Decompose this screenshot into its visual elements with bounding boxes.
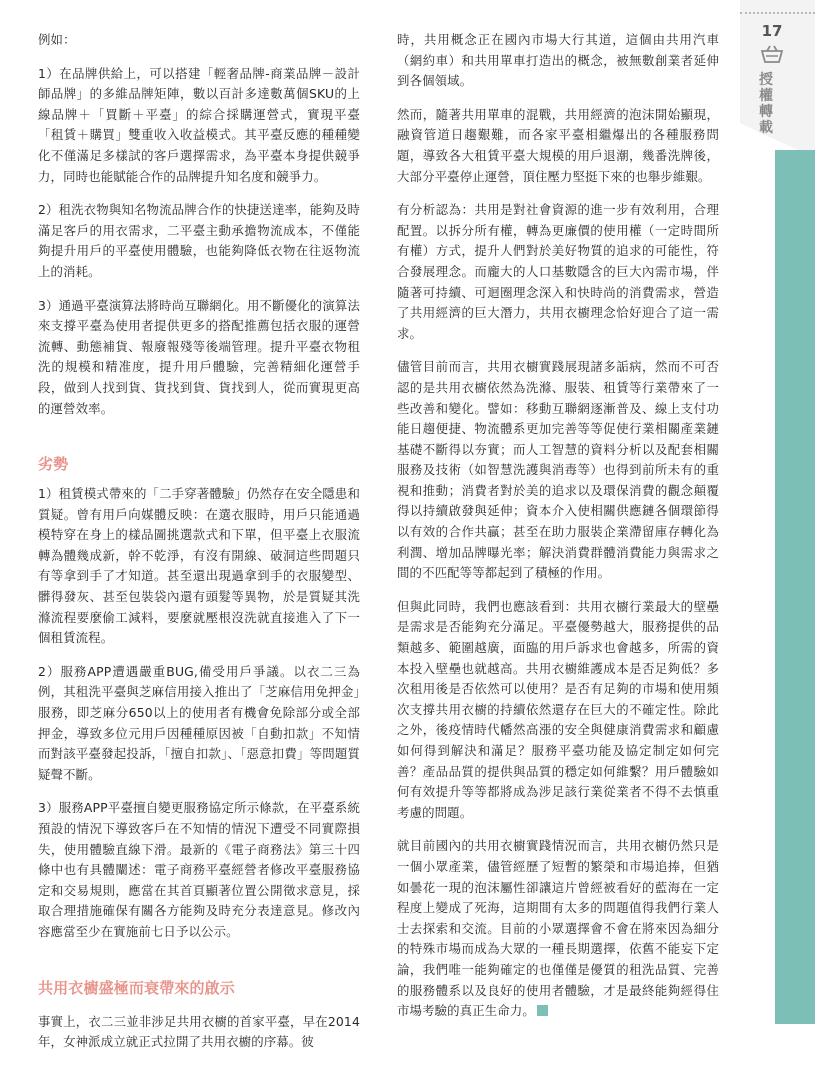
right-column <box>397 30 719 1035</box>
side-color-strip <box>775 150 815 1024</box>
paragraph: 有分析認為：共用是對社會資源的進一步有效利用，合理配置。以拆分所有權，轉為更廉價的使用權（一定時間所有權）方式，提升人們對於美好物質的追求的可能性，符合發展理念。而龐大的人口基數隱含的巨大內需市場，伴隨著可持續、可迴圈理念深入和快時尚的消費需求，營造了共用經濟的巨大潛力，共用衣櫥理念恰好迎合了這一需求。 <box>397 202 719 341</box>
paragraph: 3）服務APP平臺擅自變更服務協定所示條款，在平臺系統預設的情況下導致客戶在不知情的情況下遭受不同實際損失，使用體驗直線下滑。最新的《電子商務法》第三十四條中也有具體闡述：電子商務平臺經營者修改平臺服務協定和交易規則，應當在其首頁顯著位置公開徵求意見，採取合理措施確保有關各方能夠及時充分表達意見。修改內容應當至少在實施前七日予以公示。 <box>38 800 360 939</box>
paragraph-last <box>397 836 719 1021</box>
paragraph: 時，共用概念正在國內市場大行其道，這個由共用汽車（網約車）和共用單車打造出的概念，被無數創業者延伸到各個領域。 <box>397 32 719 89</box>
paragraph: 1）在品牌供給上，可以搭建「輕奢品牌-商業品牌－設計師品牌」的多維品牌矩陣，數以百計多達數萬個SKU的上線品牌＋「買斷＋平臺」的綜合採購運營式，實現平臺「租賃＋購買」雙重收入收益模式。其平臺反應的種種變化不僅滿足多樣試的客戶選擇需求，為平臺本身提供競爭力，同時也能賦能合作的品牌提升知名度和競爭力。 <box>38 65 360 184</box>
paragraph: 但與此同時，我們也應該看到：共用衣櫥行業最大的壁壘是需求是否能夠充分滿足。平臺優勢越大，服務提供的品類越多、範圍越廣，面臨的用戶訴求也會越多，所需的資本投入壁壘也就越高。共用衣櫥維護成本是否足夠低？多次租用後是否依然可以使用？是否有足夠的市場和使用頻次支撐共用衣櫥的持續依然還存在巨大的不確定性。除此之外，後疫情時代幡然高漲的安全與健康消費需求和顧慮如何得到解決和滿足？服務平臺功能及協定制定如何完善？產品品質的提供與品質的穩定如何維繫？用戶體驗如何有效提升等等都將成為涉足該行業從業者不得不去慎重考慮的問題。 <box>397 598 719 820</box>
tab-dotted-line <box>740 12 815 16</box>
section-heading-weakness: 劣勢 <box>38 455 69 474</box>
paragraph: 然而，隨著共用單車的混戰，共用經濟的泡沫開始顯現，融資管道日趨艱難，而各家平臺相繼爆出的各種服務問題，導致各大租賃平臺大規模的用戶退潮，幾番洗牌後，大部分平臺停止運營，頂住壓力堅挺下來的也舉步維艱。 <box>397 106 719 184</box>
paragraph: 2）服務APP遭遇嚴重BUG,備受用戶爭議。以衣二三為例，其租洗平臺與芝麻信用接入推出了「芝麻信用免押金」服務，即芝麻分650以上的使用者有機會免除部分或全部押金，導致多位元用戶因種種原因被「自動扣款」不知情而對該平臺發起投訴，「擅自扣款」、「惡意扣費」等問題質疑聲不斷。 <box>38 663 360 782</box>
left-column <box>38 30 360 1066</box>
basket-icon <box>759 44 785 64</box>
paragraph: 1）租賃模式帶來的「二手穿著體驗」仍然存在安全隱患和質疑。曾有用戶向媒體反映：在選衣服時，用戶只能通過模特穿在身上的樣品圖挑選款式和下單，但平臺上衣服流轉為體幾成新，幹不乾淨，有沒有開線、破洞這些問題只有等拿到手了才知道。甚至還出現過拿到手的衣服變型、髒得發灰、甚至包裝袋內還有頭髮等異物，於是質疑其洗滌流程要麼偷工減料，要麼就壓根沒洗就直接進入了下一個租賃流程。 <box>38 486 360 646</box>
section-heading-insight: 共用衣櫥盛極而衰帶來的啟示 <box>38 978 235 997</box>
tab-label: 授權轉載 <box>759 72 773 136</box>
paragraph-text: 就目前國內的共用衣櫥實踐情況而言，共用衣櫥仍然只是一個小眾產業，儘管經歷了短暫的繁榮和市場追捧，但猶如曇花一現的泡沫屬性卻讓這片曾經被看好的藍海在一定程度上變成了死海，這期間有太多的問題值得我們行業人士去探索和交流。目前的小眾選擇會不會在將來因為細分的特殊市場而成為大眾的一種長期選擇，依舊不能妄下定論，我們唯一能夠確定的也僅僅是優質的租洗品質、完善的服務體系以及良好的使用者體驗，才是最終能夠經得住市場考驗的真正生命力。 <box>397 838 719 1019</box>
end-mark-icon <box>537 1005 548 1016</box>
paragraph: 儘管目前而言，共用衣櫥實踐展現諸多詬病，然而不可否認的是共用衣櫥依然為洗滌、服裝、租賃等行業帶來了一些改善和變化。譬如：移動互聯網逐漸普及、線上支付功能日趨便捷、物流體系更加完善等等促使行業相關產業鏈基礎不斷得以夯實；而人工智慧的資料分析以及配套相關服務及技術（如智慧洗護與消毒等）也得到前所未有的重視和推動；消費者對於美的追求以及環保消費的觀念顛覆得以持續啟發與延伸；資本介入使相關供應鏈各個環節得以有效的合作共贏；甚至在助力服裝企業滯留庫存轉化為利潤、增加品牌曝光率；解決消費群體消費能力與需求之間的不匹配等等都起到了積極的作用。 <box>397 359 719 581</box>
paragraph: 2）租洗衣物與知名物流品牌合作的快捷送達率，能夠及時滿足客戶的用衣需求，二平臺主動承擔物流成本，不僅能夠提升用戶的平臺使用體驗，也能夠降低衣物在往返物流上的消耗。 <box>38 202 360 279</box>
paragraph: 3）通過平臺演算法將時尚互聯網化。用不斷優化的演算法來支撐平臺為使用者提供更多的搭配推薦包括衣服的運營流轉、動態補貨、報廢報殘等後端管理。提升平臺衣物租洗的規模和精准度，提升用戶體驗，完善精細化運營手段，做到人找到貨、貨找到貨、貨找到人，從而實現更高的運營效率。 <box>38 297 360 416</box>
page-number: 17 <box>761 22 783 40</box>
paragraph: 例如： <box>38 32 76 47</box>
paragraph: 事實上，衣二三並非涉足共用衣櫥的首家平臺，早在2014年，女神派成立就正式拉開了共用衣櫥的序幕。彼 <box>38 1013 360 1050</box>
